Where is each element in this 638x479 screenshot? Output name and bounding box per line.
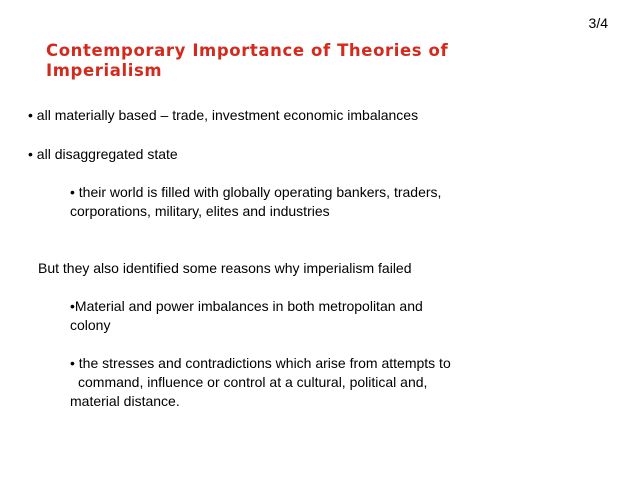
sub-bullet-globally-operating-cont: corporations, military, elites and industries — [70, 203, 330, 219]
sub-bullet-material-imbalances-cont: colony — [70, 317, 111, 333]
page-number: 3/4 — [588, 15, 608, 31]
bullet-materially-based: • all materially based – trade, investment economic imbalances — [28, 107, 419, 123]
slide-title: Contemporary Importance of Theories of Imperialism — [46, 41, 449, 80]
bullet-disaggregated-state: • all disaggregated state — [28, 146, 178, 162]
sub-bullet-stresses-end: material distance. — [70, 393, 180, 409]
paragraph-reasons-failed: But they also identified some reasons why imperialism failed — [38, 260, 412, 276]
sub-bullet-material-imbalances: •Material and power imbalances in both metropolitan and — [70, 298, 423, 314]
sub-bullet-stresses: • the stresses and contradictions which arise from attempts to — [70, 355, 451, 371]
sub-bullet-globally-operating: • their world is filled with globally operating bankers, traders, — [70, 184, 442, 200]
sub-bullet-stresses-cont: command, influence or control at a cultural, political and, — [78, 374, 428, 390]
